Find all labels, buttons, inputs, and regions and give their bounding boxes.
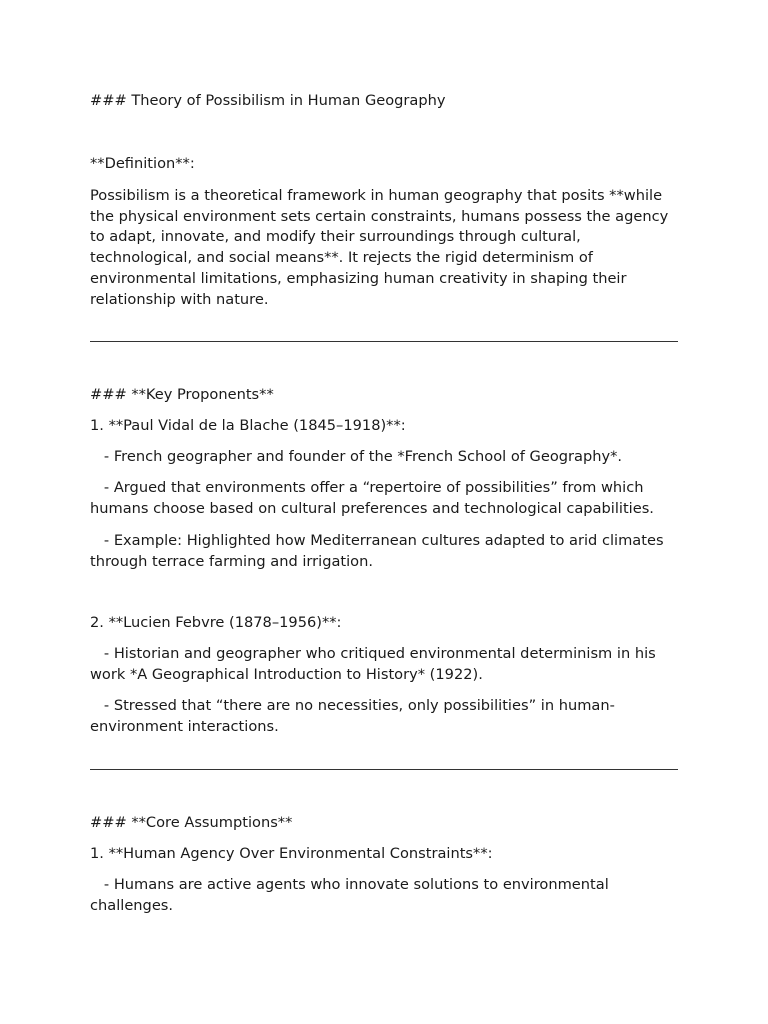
proponent-point: - French geographer and founder of the *French School of Geography*. [90,448,623,465]
section-divider [90,769,678,770]
section-divider [90,341,678,342]
assumption-point: - Humans are active agents who innovate solutions to environmental challenges. [90,876,614,914]
proponent-title: 2. **Lucien Febvre (1878–1956)**: [90,614,342,631]
proponent-point: - Stressed that “there are no necessities, only possibilities” in human-environment interactions. [90,697,615,735]
proponent-point: - Historian and geographer who critiqued environmental determinism in his work *A Geographical Introduction to History* (1922). [90,645,661,683]
assumptions-heading: ### **Core Assumptions** [90,814,293,831]
proponent-title: 1. **Paul Vidal de la Blache (1845–1918)**: [90,417,406,434]
proponent-point: - Example: Highlighted how Mediterranean cultures adapted to arid climates through terrace farming and irrigation. [90,532,669,570]
definition-label: **Definition**: [90,155,195,172]
proponents-heading: ### **Key Proponents** [90,386,274,403]
assumption-title: 1. **Human Agency Over Environmental Constraints**: [90,845,493,862]
proponent-point: - Argued that environments offer a “repertoire of possibilities” from which humans choose based on cultural preferences and technological capabilities. [90,479,654,517]
document-title: ### Theory of Possibilism in Human Geography [90,92,446,109]
definition-body: Possibilism is a theoretical framework in human geography that posits **while the physical environment sets certain constraints, humans possess the agency to adapt, innovate, and modify their surroundings through cultural, technological, and social means**. It rejects the rigid determinism of environmental limitations, emphasizing human creativity in shaping their relationship with nature. [90,187,669,308]
